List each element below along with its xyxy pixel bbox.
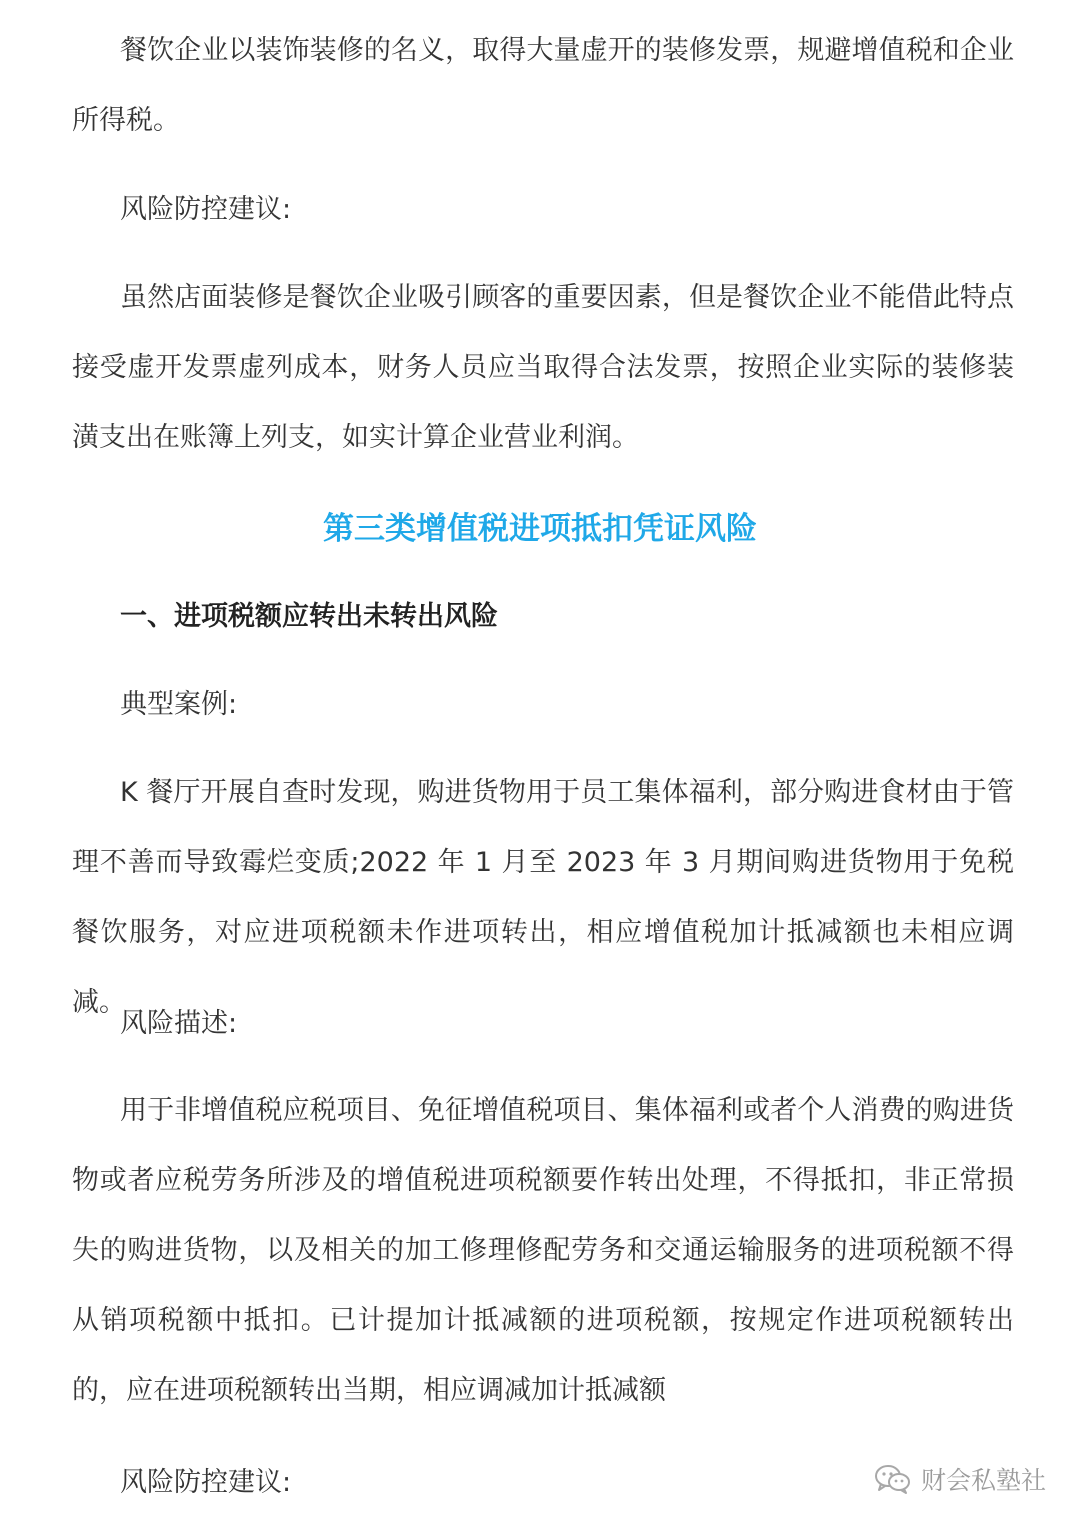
watermark-text: 财会私塾社 [920, 1466, 1046, 1495]
paragraph-case-k-restaurant: K 餐厅开展自查时发现，购进货物用于员工集体福利，部分购进食材由于管理不善而导致霉烂变质;2022 年 1 月至 2023 年 3 月期间购进货物用于免税餐饮服务，对应进项税额未作进项转出，相应增值税加计抵减额也未相应调减。 [72, 777, 1014, 1018]
paragraph-decoration-invoices: 餐饮企业以装饰装修的名义，取得大量虚开的装修发票，规避增值税和企业所得税。 [72, 35, 1014, 136]
sub-title-input-tax-transfer: 一、进项税额应转出未转出风险 [120, 601, 498, 632]
label-risk-prevention-2: 风险防控建议: [120, 1467, 292, 1498]
paragraph-decoration-advice: 虽然店面装修是餐饮企业吸引顾客的重要因素，但是餐饮企业不能借此特点接受虚开发票虚列成本，财务人员应当取得合法发票，按照企业实际的装修装潢支出在账簿上列支，如实计算企业营业利润。 [72, 282, 1014, 453]
label-risk-prevention-1: 风险防控建议: [120, 194, 292, 225]
label-risk-description: 风险描述: [120, 1008, 238, 1039]
section-title: 第三类增值税进项抵扣凭证风险 [323, 511, 757, 547]
watermark [873, 1461, 1046, 1497]
wechat-icon [873, 1463, 913, 1495]
paragraph-risk-description: 用于非增值税应税项目、免征增值税项目、集体福利或者个人消费的购进货物或者应税劳务所涉及的增值税进项税额要作转出处理，不得抵扣，非正常损失的购进货物，以及相关的加工修理修配劳务和交通运输服务的进项税额不得从销项税额中抵扣。已计提加计抵减额的进项税额，按规定作进项税额转出的，应在进项税额转出当期，相应调减加计抵减额 [72, 1095, 1014, 1406]
label-typical-case: 典型案例: [120, 689, 238, 720]
